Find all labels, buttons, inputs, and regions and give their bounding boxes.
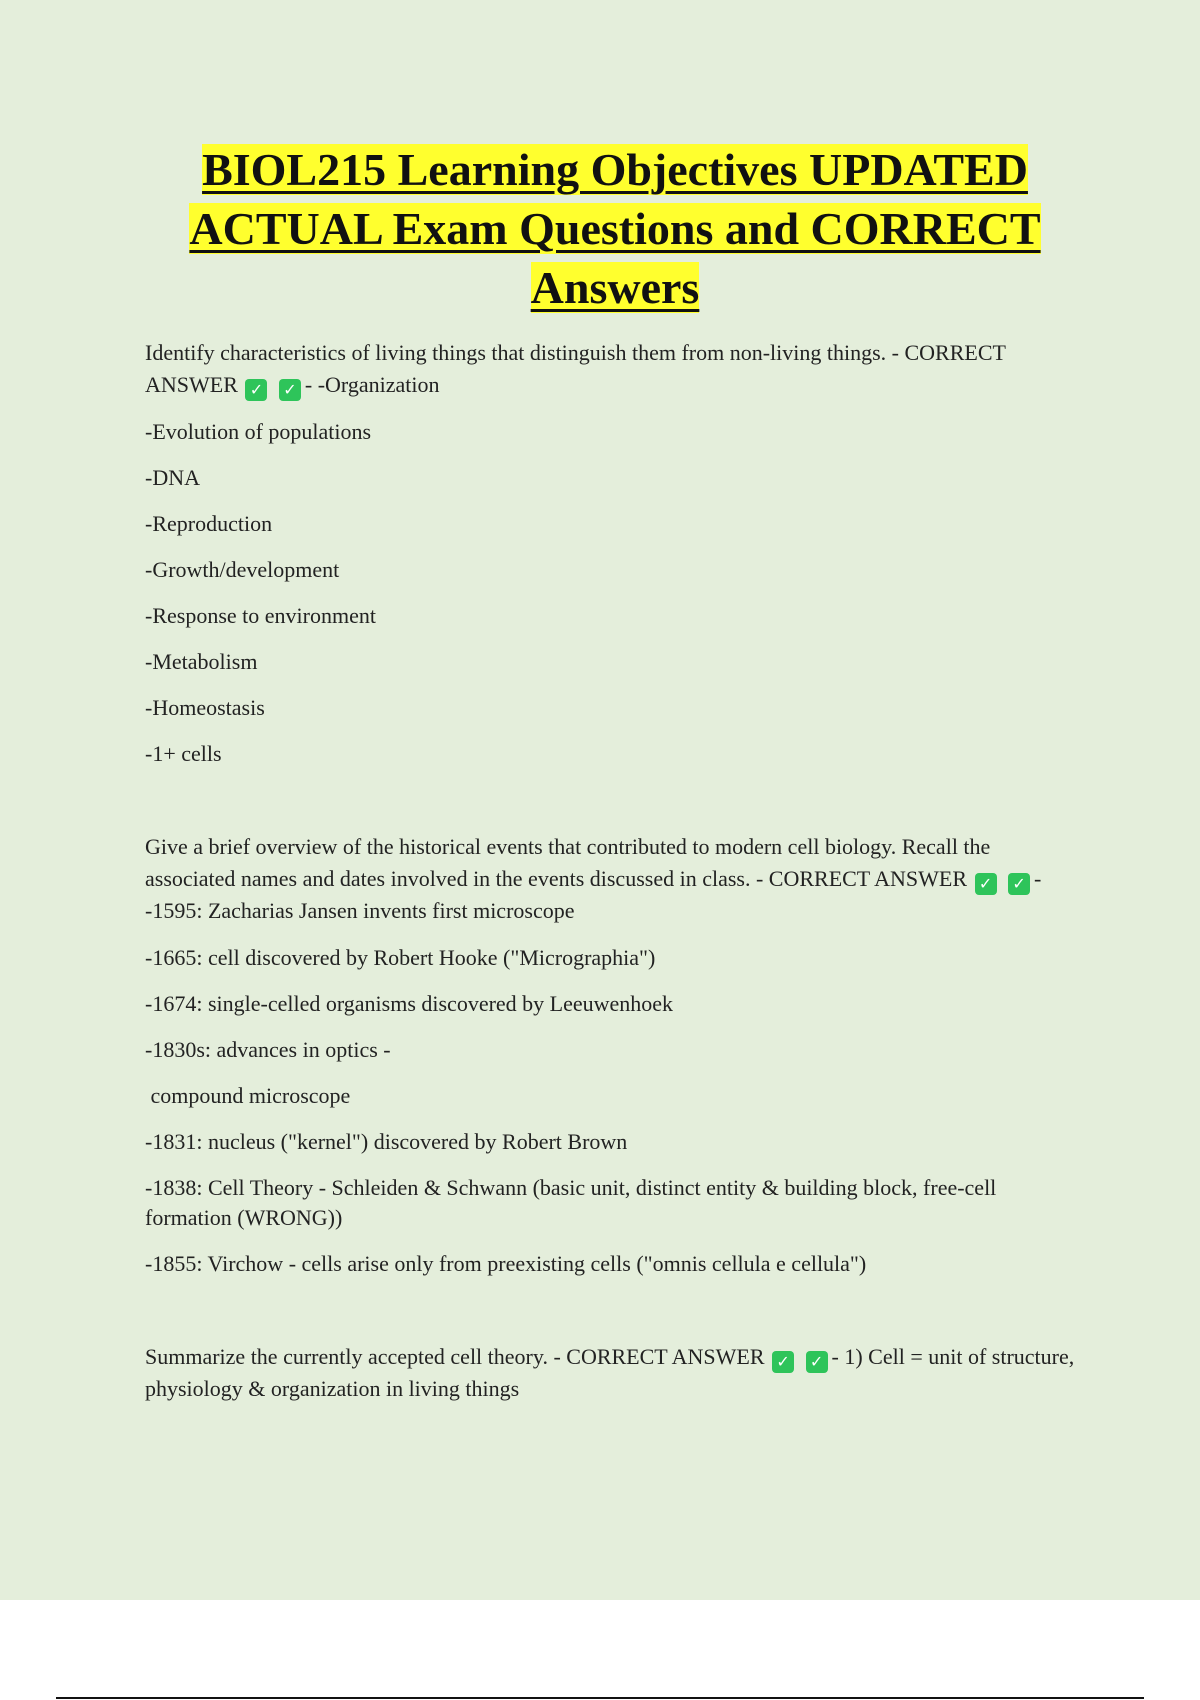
- answer-item: -Homeostasis: [145, 695, 265, 720]
- question-prompt: Summarize the currently accepted cell theory. - CORRECT ANSWER: [145, 1344, 765, 1369]
- question-block-1: [145, 337, 1085, 769]
- check-mark-icon: ✓: [1008, 873, 1030, 895]
- title-highlight: BIOL215 Learning Objectives UPDATED ACTUAL Exam Questions and CORRECT Answers: [189, 144, 1041, 313]
- answer-item: -1+ cells: [145, 741, 222, 766]
- answer-item: -DNA: [145, 465, 200, 490]
- answer-item: -Reproduction: [145, 511, 273, 536]
- question-prompt: Give a brief overview of the historical events that contributed to modern cell biology. Recall the associated names and dates involved in the events discussed in class. - CORRECT ANSWER: [145, 834, 991, 891]
- answer-item: -1831: nucleus ("kernel") discovered by Robert Brown: [145, 1129, 628, 1154]
- answer-item: -1855: Virchow - cells arise only from preexisting cells ("omnis cellula e cellula"): [145, 1251, 867, 1276]
- answer-item: compound microscope: [145, 1083, 351, 1108]
- check-mark-icon: ✓: [279, 379, 301, 401]
- answer-item: -1674: single-celled organisms discovered by Leeuwenhoek: [145, 991, 674, 1016]
- question-text: [145, 831, 1085, 927]
- document-content: [145, 140, 1085, 1405]
- answer-item: -Growth/development: [145, 557, 340, 582]
- document-title: [125, 140, 1105, 317]
- answer-first-line: - -1595: Zacharias Jansen invents first microscope: [145, 866, 1042, 923]
- answer-first-line: - -Organization: [304, 372, 440, 397]
- answer-item: -1665: cell discovered by Robert Hooke ("Micrographia"): [145, 945, 656, 970]
- footer-divider: [56, 1697, 1144, 1699]
- question-block-3: [145, 1341, 1085, 1405]
- check-mark-icon: ✓: [245, 379, 267, 401]
- check-mark-icon: ✓: [975, 873, 997, 895]
- question-text: [145, 337, 1085, 401]
- answer-item: -1830s: advances in optics -: [145, 1037, 391, 1062]
- answer-first-line: - 1) Cell = unit of structure, physiology & organization in living things: [145, 1344, 1075, 1401]
- answer-item: -Response to environment: [145, 603, 376, 628]
- question-text: [145, 1341, 1085, 1405]
- check-mark-icon: ✓: [806, 1351, 828, 1373]
- check-mark-icon: ✓: [772, 1351, 794, 1373]
- answer-item: -1838: Cell Theory - Schleiden & Schwann (basic unit, distinct entity & building block, free-cell formation (WRONG)): [145, 1175, 997, 1230]
- question-prompt: Identify characteristics of living things that distinguish them from non-living things. - CORRECT ANSWER: [145, 340, 1006, 397]
- question-block-2: [145, 831, 1085, 1279]
- section-spacer: [145, 769, 1085, 831]
- answer-item: -Evolution of populations: [145, 419, 372, 444]
- answer-item: -Metabolism: [145, 649, 258, 674]
- section-spacer: [145, 1279, 1085, 1341]
